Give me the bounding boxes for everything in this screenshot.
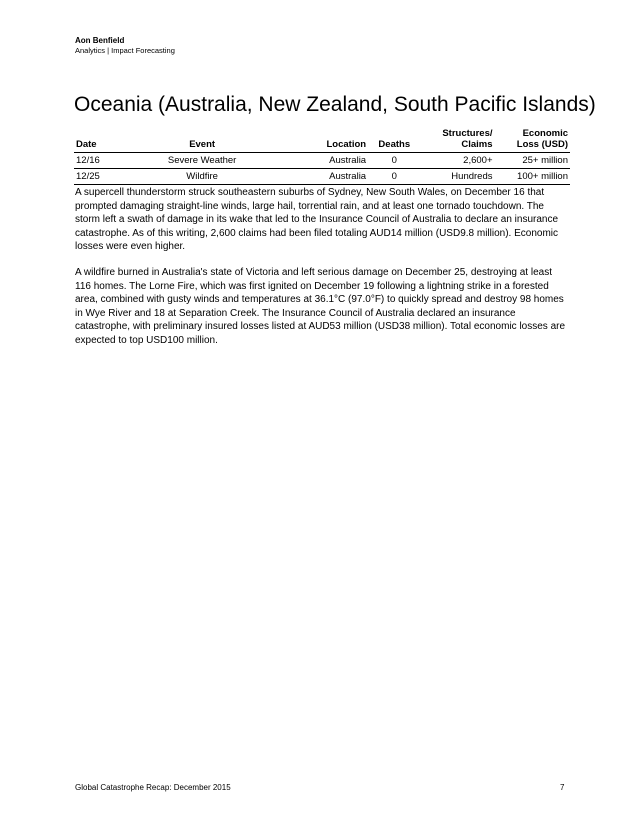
- header-loss: [495, 124, 571, 152]
- cell-event: Wildfire: [135, 168, 270, 184]
- header-loss-line1: Economic: [522, 127, 568, 139]
- paragraph-wildfire: A wildfire burned in Australia's state of Victoria and left serious damage on December 25, destroying at least 116 homes. The Lorne Fire, which was first ignited on December 19 following a lightning strike in a forested area, combined with gusty winds and temperatures at 36.1°C (97.0°F) to quickly spread and destroy 98 homes in Wye River and 18 at Separation Creek. The Insurance Council of Australia declared an insurance catastrophe, with preliminary insured losses listed at AUD53 million (USD38 million). Total economic losses are expected to top USD100 million.: [75, 266, 566, 346]
- cell-deaths: 0: [368, 152, 420, 168]
- cell-structures: 2,600+: [420, 152, 494, 168]
- page-title: Oceania (Australia, New Zealand, South Pacific Islands): [74, 93, 596, 116]
- cell-location: Australia: [269, 152, 368, 168]
- header-date: Date: [76, 138, 97, 150]
- cell-loss: 25+ million: [495, 152, 571, 168]
- table-row: [74, 168, 570, 184]
- events-table: [74, 124, 570, 185]
- header-event: Event: [189, 138, 216, 150]
- header-deaths: Deaths: [378, 138, 411, 150]
- page-header: [75, 36, 175, 56]
- cell-deaths: 0: [368, 168, 420, 184]
- header-location: Location: [326, 138, 367, 150]
- header-structures-line1: Structures/: [442, 127, 493, 139]
- table-header-row: [74, 124, 570, 152]
- header-loss-line2: Loss (USD): [516, 138, 568, 150]
- cell-location: Australia: [269, 168, 368, 184]
- footer-title: Global Catastrophe Recap: December 2015: [75, 783, 231, 792]
- cell-date: 12/16: [74, 152, 135, 168]
- brand-name: Aon Benfield: [75, 36, 125, 45]
- page-number: 7: [560, 783, 565, 792]
- header-structures-line2: Claims: [461, 138, 493, 150]
- cell-loss: 100+ million: [495, 168, 571, 184]
- body-text: [75, 186, 567, 360]
- brand-subtitle: Analytics | Impact Forecasting: [75, 46, 175, 55]
- table-row: [74, 152, 570, 168]
- cell-date: 12/25: [74, 168, 135, 184]
- header-structures: [420, 124, 494, 152]
- cell-event: Severe Weather: [135, 152, 270, 168]
- paragraph-severe-weather: A supercell thunderstorm struck southeastern suburbs of Sydney, New South Wales, on December 16 that prompted damaging straight-line winds, large hail, torrential rain, and at least one tornado touchdown. The storm left a swath of damage in its wake that led to the Insurance Council of Australia to declare an insurance catastrophe. As of this writing, 2,600 claims had been filed totaling AUD14 million (USD9.8 million). Economic losses were even higher.: [75, 187, 559, 253]
- cell-structures: Hundreds: [420, 168, 494, 184]
